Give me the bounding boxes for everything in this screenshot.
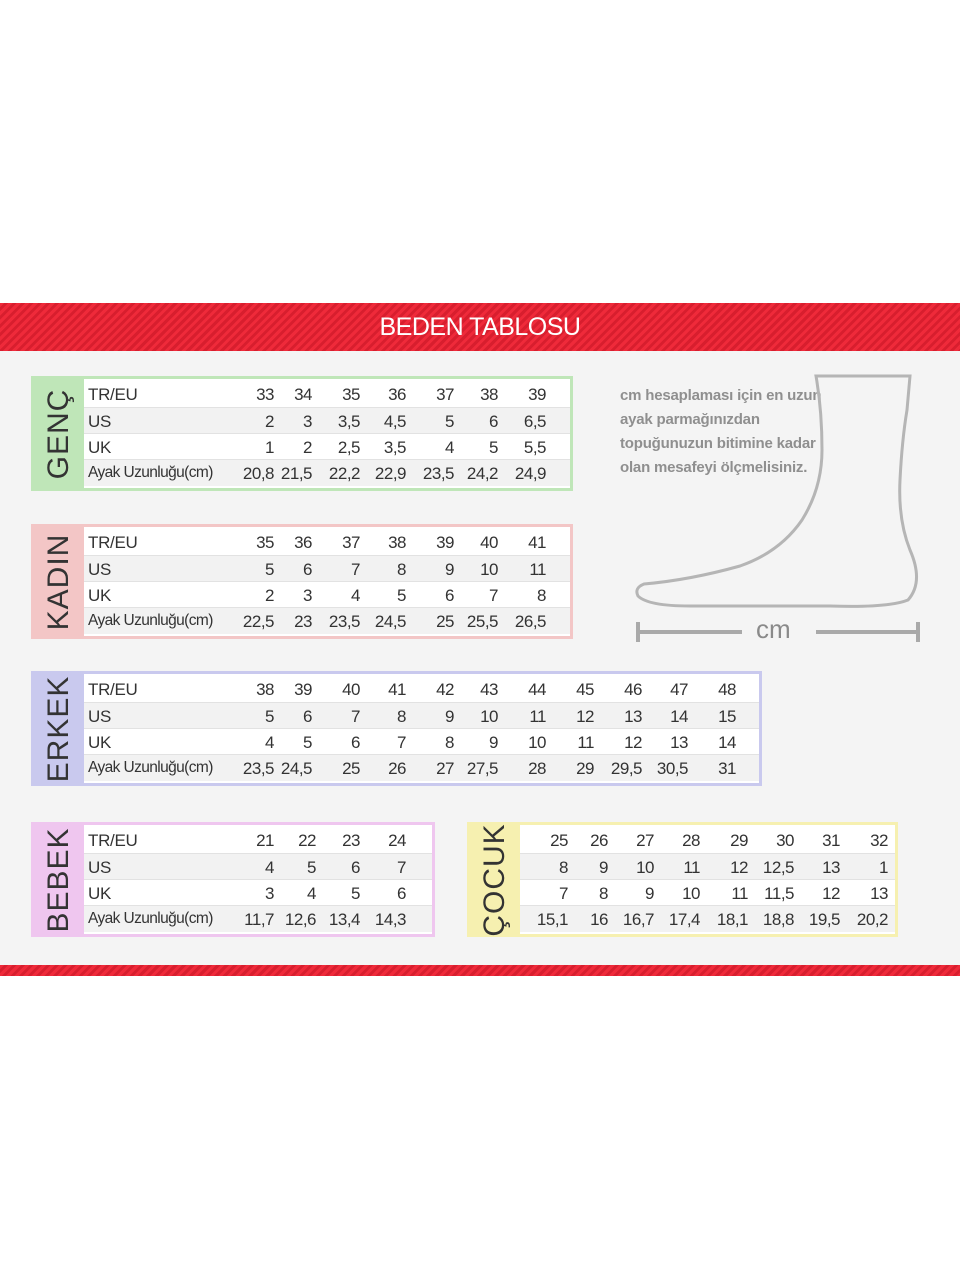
table-cell: 21 (256, 831, 274, 850)
table-cell: 14 (718, 733, 736, 752)
table-cell: 26 (388, 759, 406, 778)
row-label: US (88, 560, 112, 579)
table-cell: 25 (550, 831, 568, 850)
table-cell: 13 (670, 733, 688, 752)
row-label: US (88, 412, 112, 431)
table-cell: 16 (590, 910, 608, 929)
table-row (520, 905, 895, 932)
table-cell: 6 (351, 858, 360, 877)
table-cell: 12 (624, 733, 642, 752)
table-cell: 33 (256, 385, 274, 404)
table-cell: 2 (265, 586, 274, 605)
panel-kadin (31, 524, 573, 639)
table-cell: 14,3 (374, 910, 406, 929)
table-cell: 8 (537, 586, 546, 605)
table-cell: 9 (645, 884, 654, 903)
row-label: TR/EU (88, 680, 138, 699)
row-label: Ayak Uzunluğu(cm) (88, 910, 213, 927)
table-cell: 10 (528, 733, 546, 752)
table-cell: 27 (436, 759, 454, 778)
table-row (84, 754, 759, 781)
table-cell: 7 (397, 733, 406, 752)
table-cell: 2,5 (337, 438, 360, 457)
table-cell: 20,2 (856, 910, 888, 929)
panel-erkek-side (34, 674, 84, 783)
table-cell: 24,5 (374, 612, 406, 631)
table-cell: 41 (528, 533, 546, 552)
table-cell: 42 (436, 680, 454, 699)
table-cell: 7 (559, 884, 568, 903)
table-cell: 39 (528, 385, 546, 404)
table-cell: 1 (265, 438, 274, 457)
table-cell: 46 (624, 680, 642, 699)
panel-bebek (31, 822, 435, 937)
table-cell: 5 (307, 858, 316, 877)
table-cell: 6 (351, 733, 360, 752)
table-cell: 47 (670, 680, 688, 699)
table-cell: 11 (529, 707, 546, 726)
table-cell: 30 (776, 831, 794, 850)
table-cell: 40 (480, 533, 498, 552)
table-row (84, 529, 570, 555)
table-cell: 31 (718, 759, 736, 778)
panel-genc-table (84, 379, 570, 488)
table-row (84, 433, 570, 460)
table-cell: 7 (397, 858, 406, 877)
table-cell: 12 (576, 707, 594, 726)
table-cell: 9 (445, 560, 454, 579)
table-cell: 39 (294, 680, 312, 699)
panel-bebek-table (84, 825, 432, 934)
table-cell: 11,5 (764, 884, 794, 903)
table-cell: 5 (397, 586, 406, 605)
table-cell: 37 (342, 533, 360, 552)
table-cell: 22,5 (242, 612, 274, 631)
table-cell: 29 (730, 831, 748, 850)
table-cell: 38 (388, 533, 406, 552)
table-cell: 2 (303, 438, 312, 457)
panel-kadin-side (34, 527, 84, 636)
table-row (84, 702, 759, 729)
table-cell: 7 (351, 707, 360, 726)
table-cell: 13,4 (328, 910, 360, 929)
table-row (84, 581, 570, 608)
table-cell: 18,1 (716, 910, 748, 929)
title-banner (0, 303, 960, 351)
table-cell: 12,6 (284, 910, 316, 929)
table-cell: 22,2 (328, 464, 360, 483)
table-cell: 10 (480, 707, 498, 726)
row-label: TR/EU (88, 533, 138, 552)
table-cell: 5 (445, 412, 454, 431)
table-cell: 5,5 (523, 438, 546, 457)
table-cell: 23 (342, 831, 360, 850)
page-title: BEDEN TABLOSU (379, 312, 581, 341)
table-cell: 11 (529, 560, 546, 579)
row-label: US (88, 858, 112, 877)
table-cell: 12 (730, 858, 748, 877)
table-cell: 10 (636, 858, 654, 877)
table-cell: 29 (576, 759, 594, 778)
table-cell: 23,5 (328, 612, 360, 631)
footer-stripe (0, 965, 960, 976)
panel-kadin-table (84, 527, 570, 636)
panel-erkek (31, 671, 762, 786)
table-cell: 45 (576, 680, 594, 699)
table-cell: 4 (351, 586, 360, 605)
table-cell: 13 (822, 858, 840, 877)
table-cell: 8 (559, 858, 568, 877)
row-label: TR/EU (88, 831, 138, 850)
table-cell: 16,7 (622, 910, 654, 929)
table-cell: 6 (489, 412, 498, 431)
table-cell: 35 (342, 385, 360, 404)
table-cell: 22 (298, 831, 316, 850)
table-cell: 6 (445, 586, 454, 605)
table-cell: 4 (265, 858, 274, 877)
table-cell: 7 (489, 586, 498, 605)
panel-erkek-table (84, 674, 759, 783)
table-cell: 6 (303, 560, 312, 579)
table-cell: 5 (265, 560, 274, 579)
table-cell: 8 (397, 707, 406, 726)
table-cell: 12 (822, 884, 840, 903)
table-cell: 37 (436, 385, 454, 404)
table-cell: 5 (265, 707, 274, 726)
table-row (84, 728, 759, 755)
table-cell: 3,5 (337, 412, 360, 431)
table-cell: 15 (718, 707, 736, 726)
table-cell: 19,5 (808, 910, 840, 929)
table-cell: 34 (294, 385, 312, 404)
table-cell: 18,8 (762, 910, 794, 929)
table-cell: 36 (294, 533, 312, 552)
table-cell: 3 (303, 412, 312, 431)
table-cell: 21,5 (280, 464, 312, 483)
table-cell: 3 (265, 884, 274, 903)
table-cell: 23,5 (242, 759, 274, 778)
row-label: Ayak Uzunluğu(cm) (88, 759, 213, 776)
table-cell: 6 (397, 884, 406, 903)
table-cell: 24,9 (514, 464, 546, 483)
panel-genc-side (34, 379, 84, 488)
table-row (84, 607, 570, 634)
table-cell: 11 (731, 884, 748, 903)
table-cell: 10 (682, 884, 700, 903)
table-cell: 25 (342, 759, 360, 778)
table-cell: 25 (436, 612, 454, 631)
table-cell: 40 (342, 680, 360, 699)
table-cell: 38 (480, 385, 498, 404)
table-cell: 5 (303, 733, 312, 752)
table-cell: 1 (879, 858, 888, 877)
panel-erkek-title: ERKEK (42, 675, 75, 782)
panel-bebek-title: BEBEK (42, 826, 75, 933)
table-cell: 43 (480, 680, 498, 699)
table-cell: 44 (528, 680, 546, 699)
table-row (84, 555, 570, 582)
row-label: UK (88, 733, 112, 752)
table-cell: 10 (480, 560, 498, 579)
table-cell: 5 (351, 884, 360, 903)
table-cell: 22,9 (374, 464, 406, 483)
panel-cocuk-table (520, 825, 895, 934)
table-cell: 39 (436, 533, 454, 552)
table-cell: 11 (577, 733, 594, 752)
row-label: UK (88, 884, 112, 903)
table-cell: 23,5 (422, 464, 454, 483)
table-cell: 32 (870, 831, 888, 850)
table-cell: 12,5 (762, 858, 794, 877)
panel-genc (31, 376, 573, 491)
table-cell: 20,8 (242, 464, 274, 483)
table-cell: 7 (351, 560, 360, 579)
table-row (84, 879, 432, 906)
table-cell: 36 (388, 385, 406, 404)
table-cell: 24,5 (280, 759, 312, 778)
table-row (84, 905, 432, 932)
table-row (84, 853, 432, 880)
table-cell: 8 (599, 884, 608, 903)
table-cell: 6 (303, 707, 312, 726)
table-cell: 4 (265, 733, 274, 752)
table-cell: 41 (388, 680, 406, 699)
row-label: US (88, 707, 112, 726)
table-row (84, 827, 432, 853)
table-cell: 30,5 (656, 759, 688, 778)
foot-outline-icon (630, 370, 930, 650)
row-label: UK (88, 586, 112, 605)
panel-cocuk-title: ÇOCUK (478, 822, 511, 937)
table-cell: 26,5 (514, 612, 546, 631)
table-cell: 3,5 (383, 438, 406, 457)
table-cell: 13 (870, 884, 888, 903)
table-row (84, 407, 570, 434)
table-cell: 4,5 (383, 412, 406, 431)
table-cell: 9 (599, 858, 608, 877)
table-cell: 24,2 (466, 464, 498, 483)
table-row (520, 827, 895, 853)
table-row (520, 853, 895, 880)
table-cell: 23 (294, 612, 312, 631)
table-row (84, 381, 570, 407)
table-cell: 38 (256, 680, 274, 699)
row-label: TR/EU (88, 385, 138, 404)
table-cell: 24 (388, 831, 406, 850)
row-label: Ayak Uzunluğu(cm) (88, 612, 213, 629)
table-cell: 13 (624, 707, 642, 726)
table-cell: 9 (489, 733, 498, 752)
table-cell: 9 (445, 707, 454, 726)
measure-note: cm hesaplaması için en uzun ayak parmağınızdan topuğunuzun bitimine kadar olan mesafeyi ölçmelisiniz. (620, 387, 822, 476)
table-cell: 48 (718, 680, 736, 699)
measure-unit-label: cm (756, 614, 791, 644)
table-cell: 29,5 (610, 759, 642, 778)
table-row (520, 879, 895, 906)
table-cell: 6,5 (523, 412, 546, 431)
table-cell: 11,7 (244, 910, 274, 929)
table-cell: 14 (670, 707, 688, 726)
panel-cocuk (467, 822, 898, 937)
panel-kadin-title: KADIN (42, 533, 75, 630)
table-row (84, 459, 570, 486)
table-cell: 28 (682, 831, 700, 850)
table-cell: 15,1 (536, 910, 568, 929)
table-cell: 8 (397, 560, 406, 579)
table-cell: 11 (683, 858, 700, 877)
table-cell: 31 (822, 831, 840, 850)
table-cell: 27,5 (466, 759, 498, 778)
table-cell: 4 (307, 884, 316, 903)
panel-cocuk-side (470, 822, 520, 937)
panel-bebek-side (34, 825, 84, 934)
table-cell: 25,5 (466, 612, 498, 631)
row-label: Ayak Uzunluğu(cm) (88, 464, 213, 481)
table-cell: 2 (265, 412, 274, 431)
table-cell: 27 (636, 831, 654, 850)
table-cell: 17,4 (668, 910, 700, 929)
row-label: UK (88, 438, 112, 457)
table-cell: 35 (256, 533, 274, 552)
table-cell: 8 (445, 733, 454, 752)
table-row (84, 676, 759, 702)
table-cell: 4 (445, 438, 454, 457)
panel-genc-title: GENÇ (42, 388, 75, 479)
table-cell: 26 (590, 831, 608, 850)
table-cell: 5 (489, 438, 498, 457)
table-cell: 28 (528, 759, 546, 778)
table-cell: 3 (303, 586, 312, 605)
